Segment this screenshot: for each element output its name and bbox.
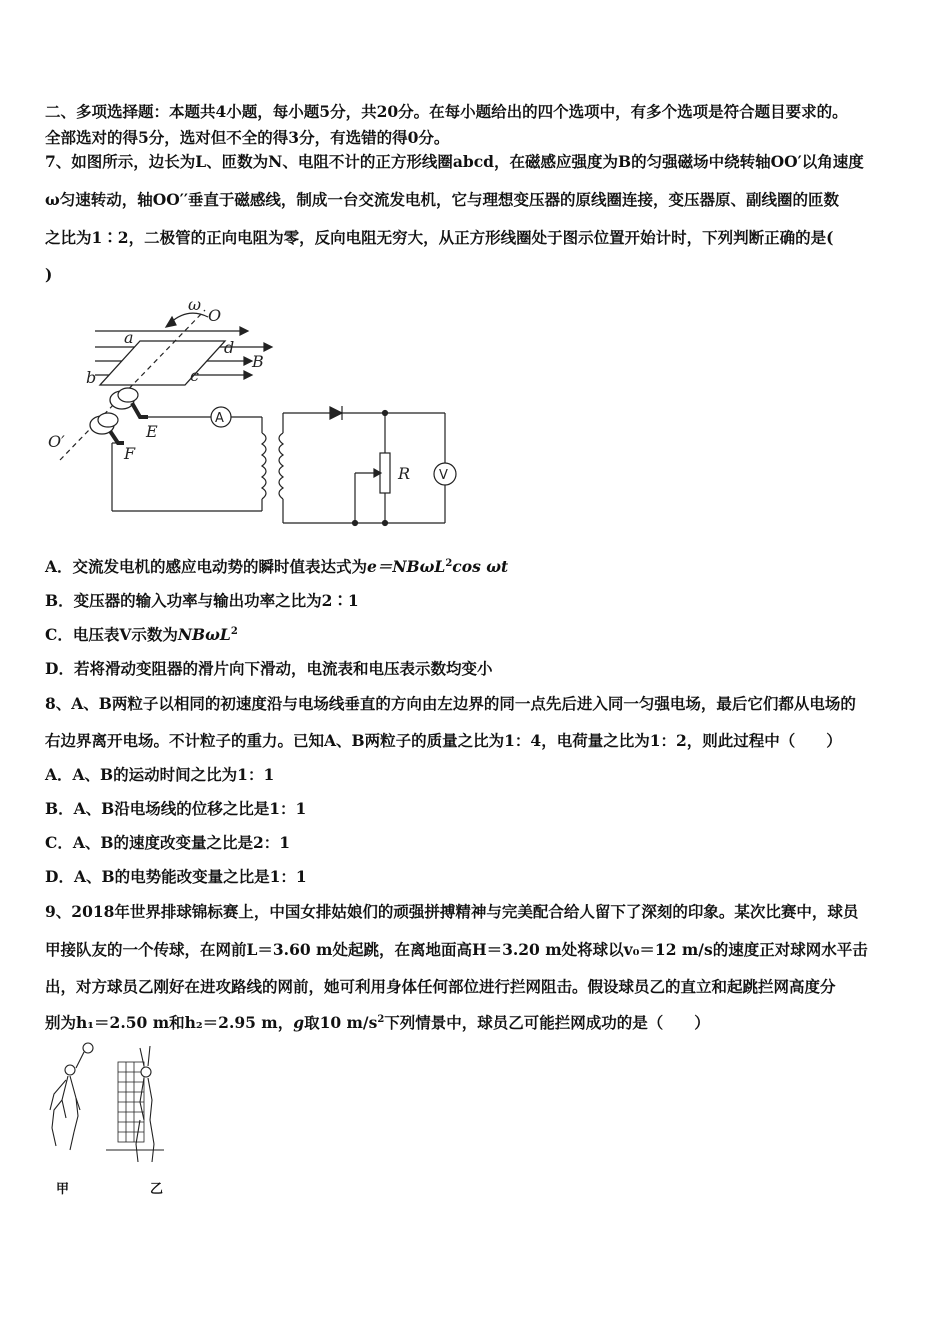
label-c: c [190,366,199,385]
label-b-field: B [252,352,264,371]
q7-stem-line1: 7、如图所示，边长为L、匝数为N、电阻不计的正方形线圈abcd，在磁感应强度为B的匀强磁场中绕转轴OO′以角速度 [45,152,864,171]
q9-stem-line4: 别为h₁＝2.50 m和h₂＝2.95 m，g取10 $m/s^2$下列情景中，球员乙可能拦网成功的是（ ） [45,1013,710,1032]
label-a: a [124,328,134,347]
q8-stem-line2: 右边界离开电场。不计粒子的重力。已知A、B两粒子的质量之比为1：4，电荷量之比为1：2，则此过程中（ ） [45,731,842,750]
label-b: b [86,368,97,387]
q8-option-b: B．A、B沿电场线的位移之比是1：1 [45,799,307,818]
q8-option-d: D．A、B的电势能改变量之比是1：1 [45,867,307,886]
label-ammeter: A [215,411,224,426]
q7-option-b: B．变压器的输入功率与输出功率之比为2∶1 [45,591,359,610]
q7-option-d: D．若将滑动变阻器的滑片向下滑动，电流表和电压表示数均变小 [45,659,493,678]
label-r: R [398,464,411,483]
player-jia-head [65,1065,75,1075]
q8-stem-line1: 8、A、B两粒子以相同的初速度沿与电场线垂直的方向由左边界的同一点先后进入同一匀强电场，最后它们都从电场的 [45,694,856,713]
label-voltmeter: V [439,468,448,483]
rotation-arrow [170,313,208,323]
label-e: E [146,422,158,441]
caption-yi: 乙 [150,1182,164,1197]
section-title-line1: 二、多项选择题：本题共4小题，每小题5分，共20分。在每小题给出的四个选项中，有多个选项是符合题目要求的。 [45,102,848,121]
secondary-coil [279,433,283,499]
q7-stem-line4: ) [45,265,53,284]
label-f: F [124,444,136,463]
label-d: d [224,338,235,357]
volleyball [83,1043,93,1053]
q7-circuit-figure [40,295,470,535]
q8-option-c: C．A、B的速度改变量之比是2：1 [45,833,291,852]
label-o: O [208,306,222,325]
brush-e [132,403,148,417]
player-yi-head [141,1067,151,1077]
q9-stem-line2: 甲接队友的一个传球，在网前L＝3.60 m处起跳，在离地面高H＝3.20 m处将球以v₀＝12 m/s的速度正对球网水平击 [45,940,868,959]
label-o-prime: O′ [48,432,65,451]
q9-players-figure [40,1040,200,1175]
q7-stem-line3: 之比为1∶2，二极管的正向电阻为零，反向电阻无穷大，从正方形线圈处于图示位置开始计时，下列判断正确的是( [45,228,834,247]
square-coil [100,341,225,385]
q9-stem-line3: 出，对方球员乙刚好在进攻路线的网前，她可利用身体任何部位进行拦网阻击。假设球员乙的直立和起跳拦网高度分 [45,977,836,996]
q7-option-a: A．交流发电机的感应电动势的瞬时值表达式为e＝NBωL$^2$cos ωt [45,557,509,576]
q7-stem-line2: ω匀速转动，轴OO′′垂直于磁感线，制成一台交流发电机，它与理想变压器的原线圈连接，变压器原、副线圈的匝数 [45,190,839,209]
caption-jia: 甲 [56,1182,70,1197]
diode [330,407,342,419]
q7-option-c: C．电压表V示数为NBωL$^2$ [45,625,238,644]
label-omega: ω [188,295,202,314]
section-title-line2: 全部选对的得5分，选对但不全的得3分，有选错的得0分。 [45,128,450,147]
q9-stem-line1: 9、2018年世界排球锦标赛上，中国女排姑娘们的顽强拼搏精神与完美配合给人留下了深刻的印象。某次比赛中，球员 [45,902,859,921]
brush-f [110,431,124,443]
q8-option-a: A．A、B的运动时间之比为1：1 [45,765,275,784]
primary-coil [262,433,266,499]
